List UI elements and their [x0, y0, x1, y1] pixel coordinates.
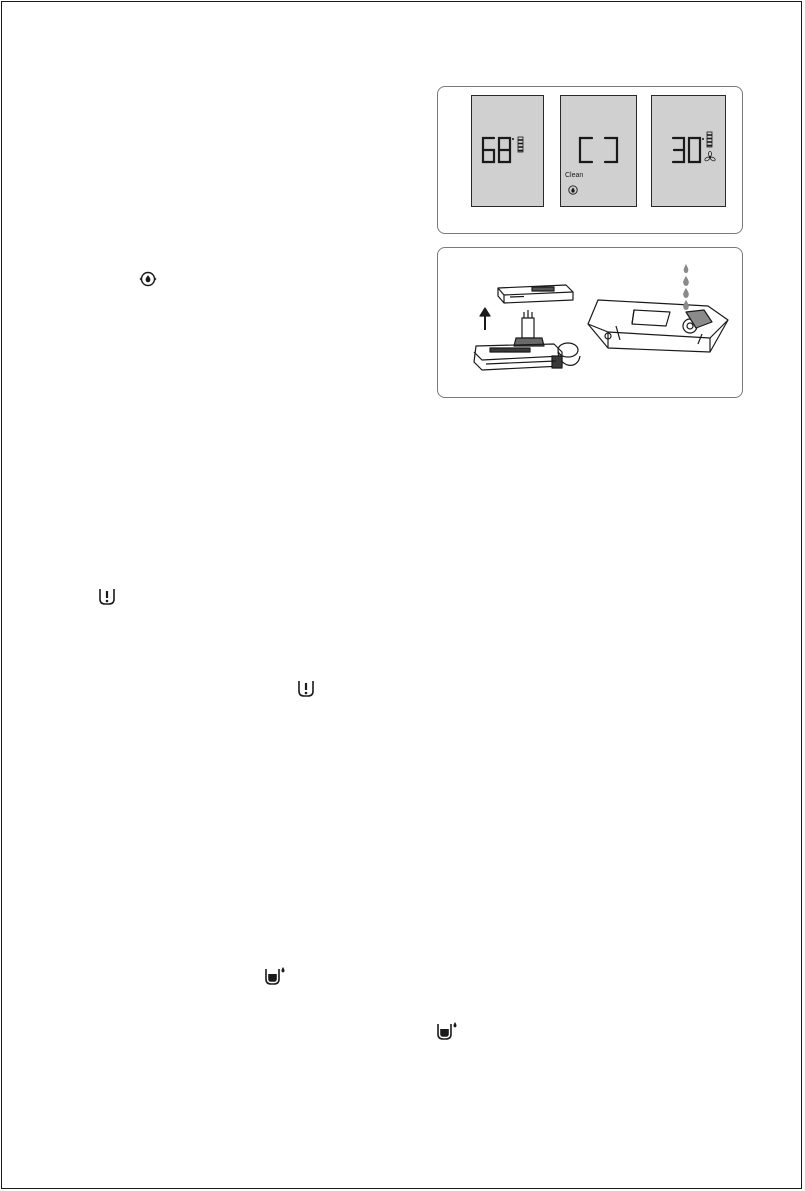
water-tank-lifted — [498, 285, 573, 303]
brush-warning-icon — [97, 586, 117, 606]
brush-warning-icon — [296, 678, 316, 698]
self-clean-cycle-icon — [567, 184, 579, 196]
lift-up-arrow-icon — [480, 308, 490, 330]
display-states-figure — [437, 86, 743, 234]
lcd-digits-30 — [652, 96, 725, 206]
water-tank-refill-figure — [437, 247, 743, 398]
lcd-digits-68 — [472, 96, 543, 206]
clean-status-label: Clean — [565, 172, 584, 179]
water-tank-icon — [264, 966, 286, 986]
battery-level-icon — [518, 137, 523, 152]
tank-refill-illustration — [438, 248, 742, 397]
battery-level-icon — [707, 132, 712, 147]
lcd-screen-self-clean — [560, 95, 637, 207]
lcd-screen-battery — [471, 95, 544, 207]
roller-head-base — [474, 310, 580, 370]
water-tank-open — [588, 300, 728, 352]
water-droplets-icon — [683, 264, 689, 310]
fan-icon — [704, 151, 716, 161]
lcd-screen-suction — [651, 95, 726, 207]
water-tank-icon — [436, 1021, 458, 1041]
self-clean-cycle-icon — [139, 270, 157, 288]
